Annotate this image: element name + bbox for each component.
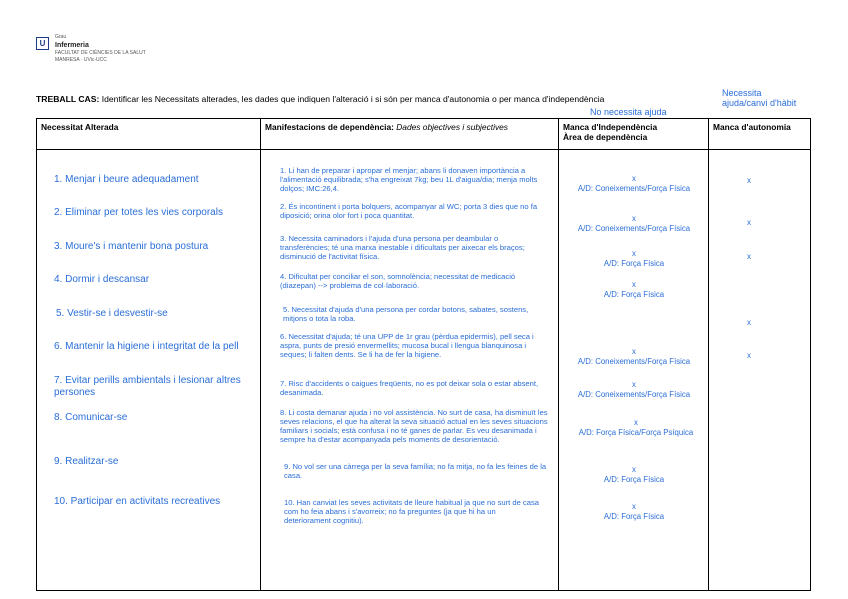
independence-7-area: A/D: Coneixements/Força Física: [577, 390, 691, 399]
manifestation-6: 6. Necessitat d'ajuda; té una UPP de 1r grau (pèrdua epidermis), pell seca i aspra, punts de presió envermellits; mucosa bucal i llengua blanquinosa i seques; li falten dents. Se li ha de fer la higiene.: [280, 332, 534, 359]
independence-9-mark: x: [632, 465, 636, 474]
note-no-help: No necessita ajuda: [590, 107, 667, 117]
independence-9: [559, 465, 709, 485]
independence-4-mark: x: [632, 280, 636, 289]
logo-campus: MANRESA · UVic-UCC: [55, 57, 107, 63]
independence-2-mark: x: [632, 214, 636, 223]
independence-column: [559, 150, 709, 591]
need-4: 4. Dormir i descansar: [54, 274, 150, 285]
manifestation-5: 5. Necessitat d'ajuda d'una persona per cordar botons, sabates, sostens, mitjons o tota la roba.: [283, 305, 529, 323]
autonomy-1: x: [747, 176, 751, 185]
independence-3: [559, 249, 709, 269]
header-autonomy: Manca d'autonomia: [709, 119, 811, 150]
independence-8-area: A/D: Força Física/Força Psíquica: [578, 428, 694, 437]
independence-7: [559, 380, 709, 400]
independence-6-mark: x: [632, 347, 636, 356]
header-independence-line1: Manca d'Independència: [563, 122, 658, 132]
independence-9-area: A/D: Força Física: [603, 475, 665, 484]
manifestation-2: 2. És incontinent i porta bolquers, acompanyar al WC; porta 3 dies que no fa diposició; orina olor fort i poca quantitat.: [280, 202, 538, 220]
independence-4: [559, 280, 709, 300]
independence-6-area: A/D: Coneixements/Força Física: [577, 357, 691, 366]
logo-degree: Grau: [55, 34, 67, 40]
independence-10-mark: x: [632, 502, 636, 511]
manifestations-column: [261, 150, 559, 591]
autonomy-6: x: [747, 351, 751, 360]
need-9: 9. Realitzar-se: [54, 456, 119, 467]
manifestation-1: 1. Li han de preparar i apropar el menjar; abans li donaven importància a l'alimentació equilibrada; s'ha engreixat 7kg; beu 1L d'aigua/dia; menja molts dolços; IMC:26,4.: [280, 166, 538, 193]
manifestation-10: 10. Han canviat les seves activitats de lleure habitual ja que no surt de casa com ho feia abans i s'avorreix; no fa preguntes (ja que hi ha un deteriorament cognitiu).: [284, 498, 539, 525]
manifestation-3: 3. Necessita caminadors i l'ajuda d'una persona per deambular o transferències; té una marxa inestable i dificultats per aixecar els braços; disminució de l'activitat física.: [280, 234, 525, 261]
table-header-row: [37, 119, 811, 150]
independence-2: [559, 214, 709, 234]
need-3: 3. Moure's i mantenir bona postura: [54, 241, 209, 252]
autonomy-3: x: [747, 252, 751, 261]
table-body-row: [37, 150, 811, 591]
autonomy-2: x: [747, 218, 751, 227]
manifestation-9: 9. No vol ser una càrrega per la seva família; no fa mitja, no fa les feines de la casa.: [284, 462, 547, 480]
header-independence: [559, 119, 709, 150]
page-title-bold: TREBALL CAS:: [36, 94, 100, 104]
header-independence-line2: Àrea de dependència: [563, 132, 648, 142]
manifestation-4: 4. Dificultat per conciliar el son, somnolència; necessitat de medicació (diazepan) --> problema de col·laboració.: [280, 272, 516, 290]
independence-4-area: A/D: Força Física: [603, 290, 665, 299]
note-needs-help-line1: Necessita: [722, 88, 762, 98]
header-manifestations-main: Manifestacions de dependència:: [265, 122, 397, 132]
need-10: 10. Participar en activitats recreatives: [54, 496, 221, 507]
independence-2-area: A/D: Coneixements/Força Física: [577, 224, 691, 233]
autonomy-column: [709, 150, 811, 591]
need-7: 7. Evitar perills ambientals i lesionar altres persones: [54, 375, 241, 398]
header-manifestations-italic: Dades objectives i subjectives: [396, 122, 508, 132]
university-logo-icon: U: [36, 37, 49, 50]
needs-table: [36, 118, 811, 591]
page-title: [36, 94, 604, 104]
header-altered-need: Necessitat Alterada: [37, 119, 261, 150]
logo: [36, 34, 146, 64]
need-8: 8. Comunicar-se: [54, 412, 128, 423]
need-5: 5. Vestir-se i desvestir-se: [56, 308, 168, 319]
header-manifestations: [261, 119, 559, 150]
manifestation-8: 8. Li costa demanar ajuda i no vol assistència. No surt de casa, ha disminuït les seves relacions, el que ha alterat la seva situació actual en les seves situacions familiars i socials; està confusa i no té ganes de parlar. Es veu desanimada i sempre ha d'estar acompanyada pels moments de desorientació.: [280, 408, 548, 444]
independence-3-mark: x: [632, 249, 636, 258]
manifestation-7: 7. Risc d'accidents o caigues freqüents, no es pot deixar sola o estar absent, desanimada.: [280, 379, 539, 397]
note-needs-help-line2: ajuda/canvi d'hàbit: [722, 98, 797, 108]
need-1: 1. Menjar i beure adequadament: [54, 174, 199, 185]
need-2: 2. Eliminar per totes les vies corporals: [54, 207, 223, 218]
independence-10-area: A/D: Força Física: [603, 512, 665, 521]
note-needs-help: [722, 88, 796, 108]
independence-6: [559, 347, 709, 367]
independence-8: [561, 418, 711, 438]
autonomy-5: x: [747, 318, 751, 327]
independence-10: [559, 502, 709, 522]
independence-7-mark: x: [632, 380, 636, 389]
independence-1: [559, 174, 709, 194]
page-title-rest: Identificar les Necessitats alterades, les dades que indiquen l'alteració i si són per manca d'autonomia o per manca d'independència: [99, 94, 605, 104]
logo-faculty: FACULTAT DE CIÈNCIES DE LA SALUT: [55, 50, 146, 56]
need-6: 6. Mantenir la higiene i integritat de la pell: [54, 341, 239, 352]
needs-column: [37, 150, 261, 591]
independence-3-area: A/D: Força Física: [603, 259, 665, 268]
logo-title: Infermeria: [55, 42, 89, 49]
independence-1-mark: x: [632, 174, 636, 183]
independence-8-mark: x: [634, 418, 638, 427]
independence-1-area: A/D: Coneixements/Força Física: [577, 184, 691, 193]
